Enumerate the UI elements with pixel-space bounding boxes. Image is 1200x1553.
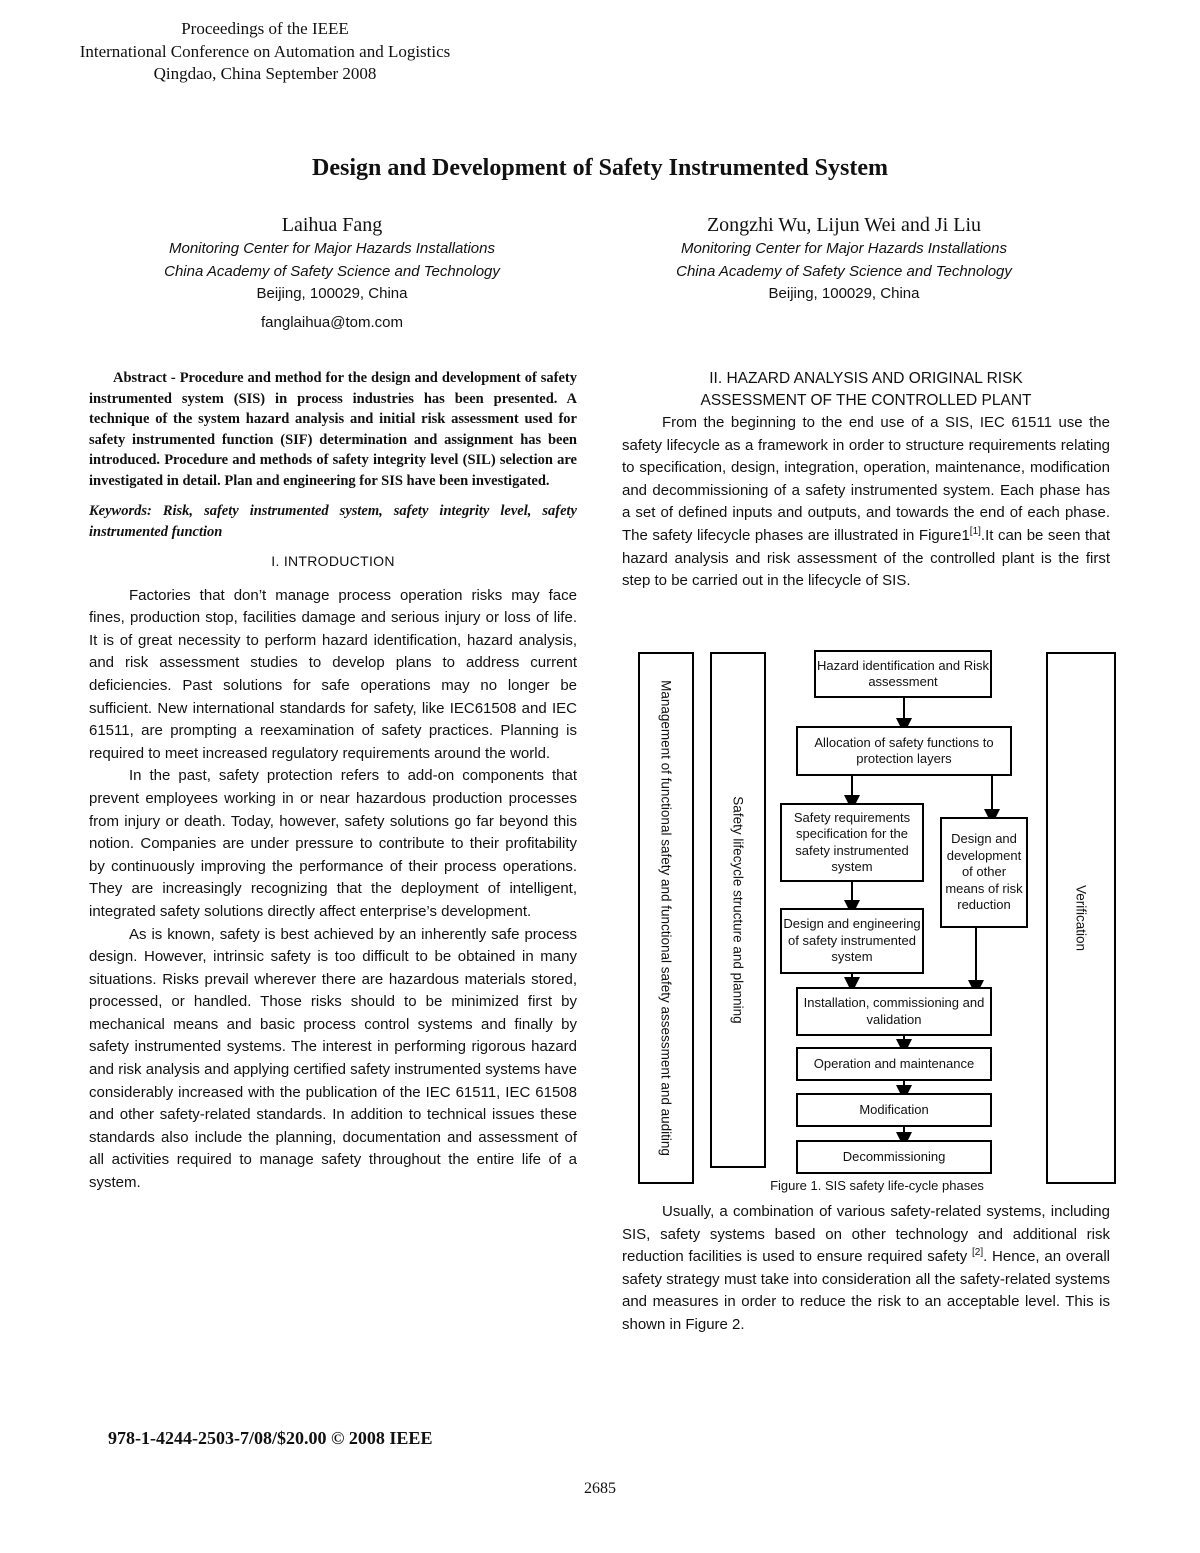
conference-line-2: International Conference on Automation and Logistics bbox=[79, 41, 451, 61]
page-number: 2685 bbox=[584, 1480, 616, 1497]
box-operation-maintenance: Operation and maintenance bbox=[796, 1047, 992, 1081]
citation-ref[interactable]: [1] bbox=[969, 525, 981, 537]
author-city: Beijing, 100029, China bbox=[256, 285, 408, 302]
author-city: Beijing, 100029, China bbox=[768, 285, 920, 302]
box-design-engineering-sis: Design and engineering of safety instrumented system bbox=[780, 908, 924, 974]
box-allocation-safety-functions: Allocation of safety functions to protection layers bbox=[796, 726, 1012, 776]
hazard-paragraph-2-text-a: Usually, a combination of various safety-related systems, including SIS, safety systems based on other technology and additional risk reduction facilities is used to ensure required safety bbox=[622, 1203, 1110, 1266]
keywords: Keywords: Risk, safety instrumented system, safety integrity level, safety instrumented function bbox=[89, 503, 577, 540]
verification-bar-label: Verification bbox=[1073, 884, 1089, 952]
author-name: Zongzhi Wu, Lijun Wei and Ji Liu bbox=[706, 214, 982, 236]
author-email: fanglaihua@tom.com bbox=[261, 313, 403, 331]
box-safety-requirements-spec: Safety requirements specification for the safety instrumented system bbox=[780, 803, 924, 882]
author-affiliation: China Academy of Safety Science and Technology bbox=[164, 262, 500, 280]
box-hazard-identification: Hazard identification and Risk assessment bbox=[814, 650, 992, 698]
figure-1-lifecycle-diagram bbox=[638, 650, 1116, 1186]
box-modification: Modification bbox=[796, 1093, 992, 1127]
abstract: Abstract - Procedure and method for the design and development of safety instrumented system (SIS) in process industries has been presented. A technique of the system hazard analysis and initial risk assessment used for safety instrumented function (SIF) determination and assignment has been introduced. Procedure and methods of safety integrity level (SIL) selection are investigated in detail. Plan and engineering for SIS have been investigated. bbox=[89, 370, 577, 489]
intro-paragraph-1: Factories that don’t manage process operation risks may face fines, production stop, facilities damage and serious injury or loss of life. It is of great necessity to perform hazard identification, hazard analysis, and risk assessment studies to develop plans to address current deficiencies. Past solutions for safe operations may no longer be sufficient. New international standards for safety, like IEC61508 and IEC 61511, are prompting a reexamination of safety practices. Planning is required to meet increased regulatory requirements around the world. bbox=[89, 586, 577, 762]
author-name: Laihua Fang bbox=[281, 214, 383, 236]
section-heading-hazard-1: II. HAZARD ANALYSIS AND ORIGINAL RISK bbox=[709, 370, 1023, 387]
paper-title: Design and Development of Safety Instrumented System bbox=[312, 155, 888, 181]
box-other-risk-reduction: Design and development of other means of risk reduction bbox=[940, 817, 1028, 928]
box-installation-commissioning: Installation, commissioning and validation bbox=[796, 987, 992, 1036]
author-affiliation: Monitoring Center for Major Hazards Installations bbox=[681, 240, 1007, 257]
conference-line-1: Proceedings of the IEEE bbox=[181, 19, 349, 38]
intro-paragraph-3: As is known, safety is best achieved by an inherently safe process design. However, intrinsic safety is too difficult to be obtained in many situations. Risks prevail wherever there are hazardous materials stored, processed, or handled. Those risks should to be minimized first by mechanical means and basic process control systems and finally by safety instrumented systems. The interest in performing rigorous hazard and risk analysis and applying certified safety instrumented systems have considerably increased with the publication of the IEC 61511, IEC 61508 and other safety-related standards. In addition to technical issues these standards also include the planning, documentation and assessment of all activities required to manage safety throughout the entire life of a system. bbox=[89, 925, 577, 1192]
hazard-paragraph-2-text-b: . Hence, an overall safety strategy must take into consideration all the safety-related systems and measures in order to reduce the risk to an acceptable level. This is shown in Figure 2. bbox=[622, 1248, 1110, 1333]
conference-header bbox=[60, 18, 470, 86]
left-column bbox=[89, 368, 577, 1195]
author-affiliation: Monitoring Center for Major Hazards Installations bbox=[169, 240, 495, 257]
right-column-top bbox=[622, 368, 1110, 593]
intro-paragraph-2: In the past, safety protection refers to add-on components that prevent employees working in or near hazardous production processes from injury or death. Today, however, safety solutions go far beyond this notion. Companies are under pressure to contribute to their profitability by continuously improving the performance of their process operations. They are increasingly recognizing that the deployment of intelligent, integrated safety solutions directly affect enterprise’s development. bbox=[89, 767, 577, 920]
author-block-2 bbox=[584, 212, 1104, 306]
lifecycle-structure-bar-label: Safety lifecycle structure and planning bbox=[730, 796, 746, 1024]
figure-1-caption: Figure 1. SIS safety life-cycle phases bbox=[770, 1178, 984, 1193]
hazard-paragraph-1-text-a: From the beginning to the end use of a SIS, IEC 61511 use the safety lifecycle as a framework in order to structure requirements relating to specification, design, integration, operation, maintenance, modification and decommissioning of a safety instrumented system. Each phase has a set of defined inputs and outputs, and towards the end of each phase. The safety lifecycle phases are illustrated in Figure1 bbox=[622, 414, 1110, 544]
box-decommissioning: Decommissioning bbox=[796, 1140, 992, 1174]
citation-ref[interactable]: [2] bbox=[972, 1247, 984, 1259]
hazard-paragraph-1-text-b: .It can be seen that hazard analysis and risk assessment of the controlled plant is the first step to be carried out in the lifecycle of SIS. bbox=[622, 526, 1111, 590]
isbn-copyright: 978-1-4244-2503-7/08/$20.00 © 2008 IEEE bbox=[108, 1428, 433, 1448]
management-bar-label: Management of functional safety and functional safety assessment and auditing bbox=[658, 680, 674, 1156]
section-heading-introduction: I. INTRODUCTION bbox=[271, 553, 395, 569]
author-block-1 bbox=[72, 212, 592, 334]
right-column-bottom bbox=[622, 1201, 1110, 1337]
section-heading-hazard-2: ASSESSMENT OF THE CONTROLLED PLANT bbox=[700, 392, 1032, 409]
conference-line-3: Qingdao, China September 2008 bbox=[153, 64, 377, 83]
hazard-paragraph-2 bbox=[622, 1201, 1110, 1337]
hazard-paragraph-1 bbox=[622, 412, 1110, 593]
author-affiliation: China Academy of Safety Science and Technology bbox=[676, 262, 1012, 280]
